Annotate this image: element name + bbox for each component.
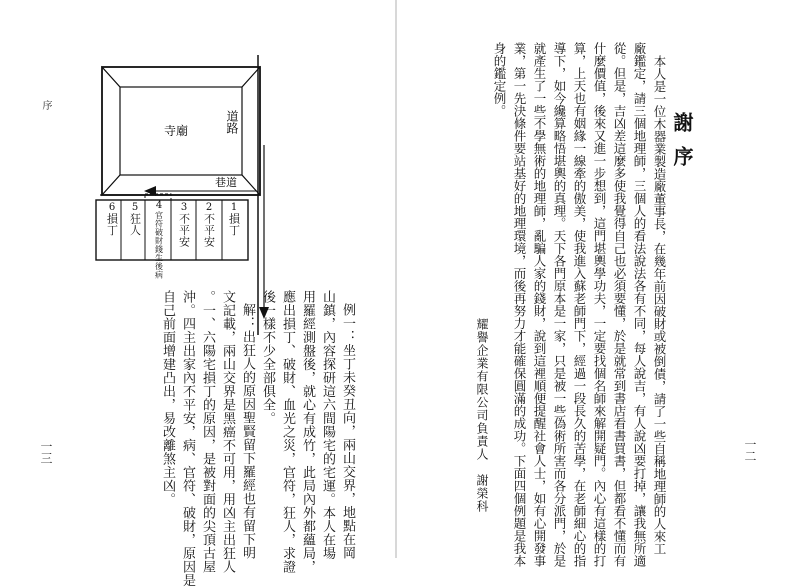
right-col-7: 就產生了一些不學無術的地理師，亂騙人家的錢財，說到這裡順便提醒社會人士，如有心開發事 xyxy=(532,42,547,567)
house-6 xyxy=(101,202,123,236)
house-2-label: 不平安 xyxy=(202,213,216,248)
left-col-5: 後一樣不少全部俱全。 xyxy=(260,290,275,425)
right-col-3: 從。但是，吉凶差這麼多使我覺得自己也必須要懂，於是就常到書店看書買書，但都看不懂而有 xyxy=(612,42,627,567)
left-col-3: 用羅經測盤後，就心有成竹，此局內外都蘊局， xyxy=(300,290,315,574)
page-number-left: 一三 xyxy=(39,440,53,464)
house-4-num: 4 xyxy=(155,200,163,211)
page-gutter xyxy=(395,0,397,558)
house-5 xyxy=(124,202,146,236)
left-col-6: 解：出狂人的原因聖賢留下羅經也有留下明 xyxy=(240,303,255,560)
house-1 xyxy=(222,202,246,236)
left-col-9: 沖。四主出家內不平安，病、官符、破財，原因是 xyxy=(180,290,195,587)
house-6-label: 損丁 xyxy=(105,213,119,236)
right-col-6: 導下，如今纔算略悟堪輿的真理。天下各門原本是一家，只是被一些偽術所害而各分派門，於是 xyxy=(552,42,567,567)
left-col-8: 。一、六陽宅損丁的原因，是被對面的尖頂古屋 xyxy=(200,290,215,574)
signature: 耀譽企業有限公司負責人 謝榮科 xyxy=(475,318,489,513)
page-number-right: 一二 xyxy=(743,438,757,462)
house-3-num: 3 xyxy=(180,202,188,213)
temple-label: 寺廟 xyxy=(164,124,189,138)
temple-roof-left xyxy=(102,67,120,195)
house-4 xyxy=(146,200,172,279)
house-2-num: 2 xyxy=(205,202,213,213)
house-4-label: 官符破財錢生後病 xyxy=(154,211,164,279)
left-col-4: 應出損丁、破財、血光之災，官符，狂人，求證 xyxy=(280,290,295,574)
right-col-9: 身的鑑定例。 xyxy=(492,42,507,117)
house-3 xyxy=(172,202,196,248)
lane-label: 巷道 xyxy=(215,176,237,189)
house-6-num: 6 xyxy=(108,202,116,213)
house-5-num: 5 xyxy=(131,202,139,213)
house-1-label: 損丁 xyxy=(227,213,241,236)
left-col-1: 例一：坐丁未癸丑向，兩山交界，地點在岡 xyxy=(340,303,355,560)
right-col-2: 廠鑑定，請三個地理師，三個人的看法說法各有不同，每人說吉，有人說凶要打掉，讓我無所適 xyxy=(632,42,647,567)
right-col-4: 什麼價值，後來又進一步想到，這門堪輿學功夫，一定要找個名師來解開疑門。內心有這樣的打 xyxy=(592,42,607,567)
right-col-1: 本人是一位木器業製造廠董事長，在幾年前因破財或被倒債，請了一些自稱地理師的人來工 xyxy=(652,55,667,555)
house-2 xyxy=(197,202,221,248)
house-5-label: 狂人 xyxy=(128,213,142,236)
left-col-7: 文記載，兩山交界是黑癌不可用，用凶主出狂人 xyxy=(220,290,235,574)
left-col-10: 自己前面增建凸出，易改離煞主凶。 xyxy=(160,290,175,506)
left-col-2: 山鎮，內容探研這六間陽宅的宅運。本人在場 xyxy=(320,290,335,560)
right-col-5: 算，上天也有姻緣一線牽的傲美，使我進入蘇老師門下，經過一段長久的苦學，在老師細心的指 xyxy=(572,42,587,567)
house-3-label: 不平安 xyxy=(177,213,191,248)
road-label: 道路 xyxy=(225,110,239,134)
right-col-8: 業，第一先決條件要站基好的地理環境，而後再努力才能確保圓滿的成功。下面四個例題是我本 xyxy=(512,42,527,567)
house-1-num: 1 xyxy=(230,202,238,213)
preface-heading: 謝序 xyxy=(670,112,694,180)
margin-label: 序 xyxy=(40,100,51,110)
